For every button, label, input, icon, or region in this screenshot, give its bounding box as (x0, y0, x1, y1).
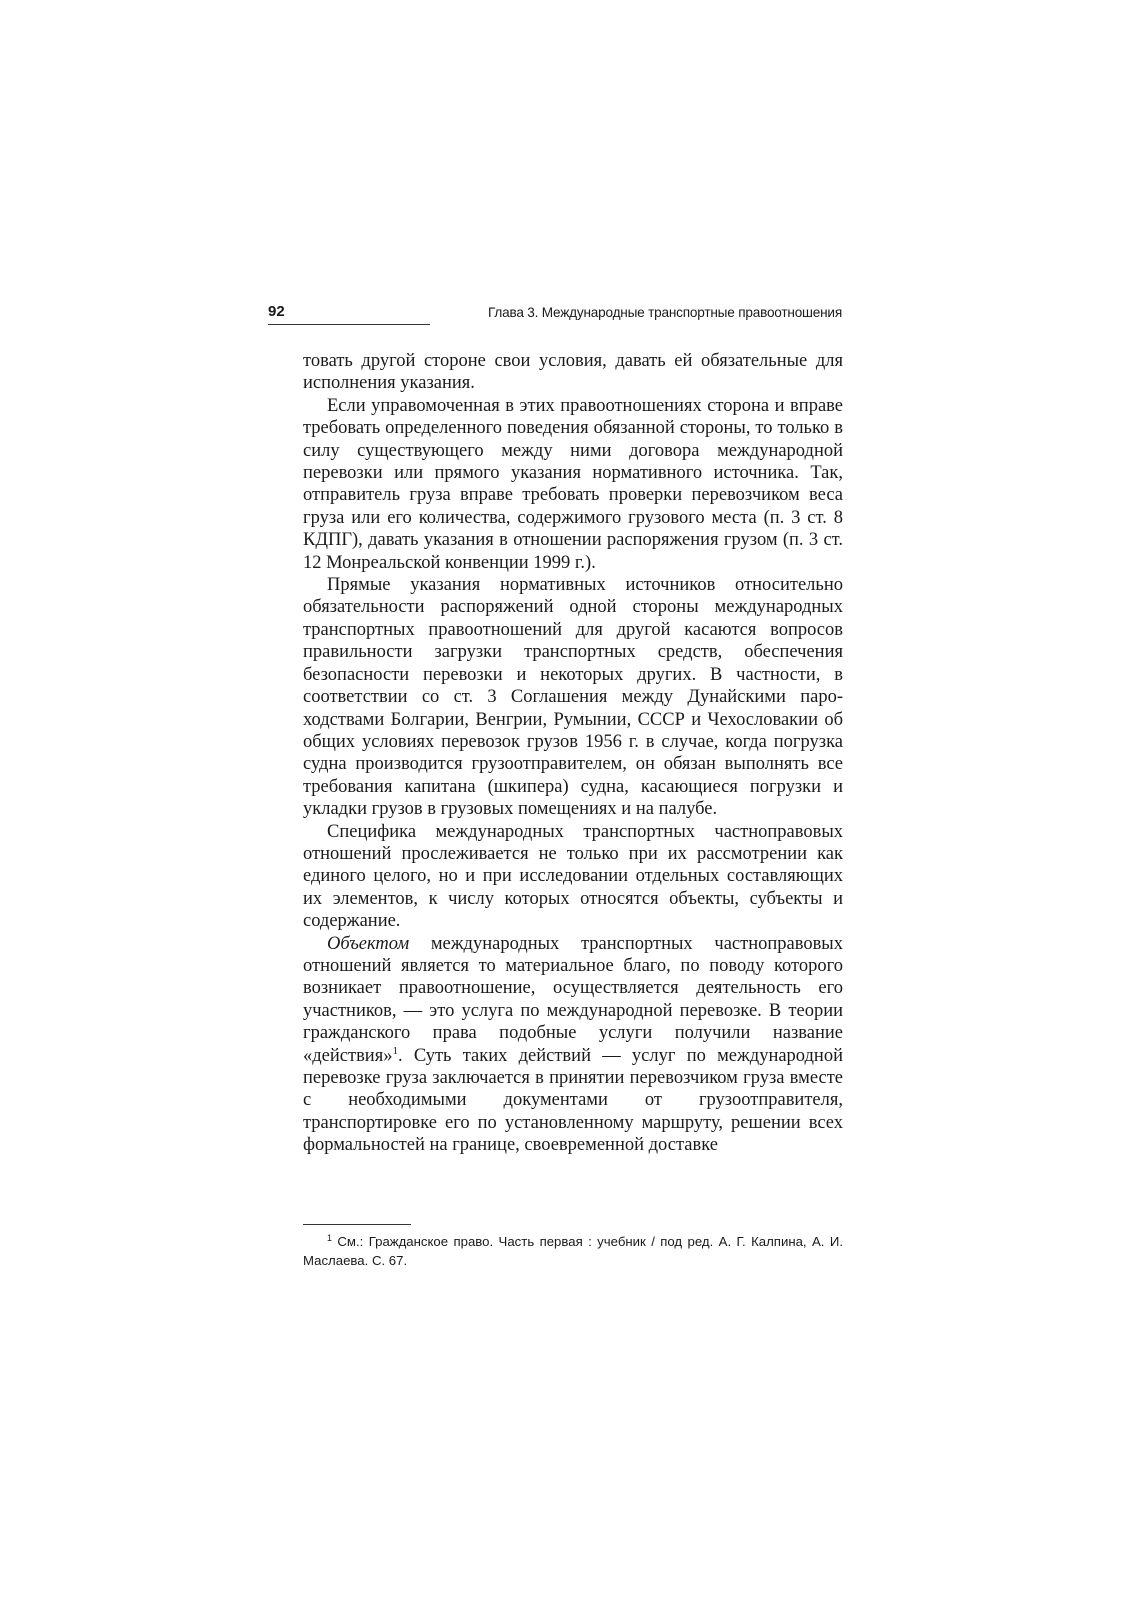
running-head (268, 303, 842, 327)
footnote-mark: 1 (327, 1233, 333, 1243)
body-text (303, 350, 843, 1157)
paragraph-5 (303, 933, 843, 1157)
chapter-title: Глава 3. Международные транспортные правоотношения (487, 305, 842, 320)
footnote-rule (303, 1224, 411, 1225)
header-rule (268, 324, 430, 325)
page-number: 92 (268, 303, 285, 320)
term-object: Объектом (327, 933, 410, 954)
footnote-text: См.: Гражданское право. Часть первая : учебник / под ред. А. Г. Калпина, А. И. Маслаева. С. 67. (303, 1234, 843, 1268)
footnote-reference: 1 (392, 1044, 398, 1057)
paragraph-4: Специфика международных транспортных частноправовых отношений прослеживается не только при их рассмотрении как единого целого, но и при исследовании отдельных составляющих их элементов, к числу которых относятся объекты, субъекты и содержание. (303, 821, 843, 932)
footnote (303, 1232, 843, 1270)
paragraph-1: товать другой стороне свои условия, давать ей обязательные для исполнения указания. (303, 351, 843, 394)
paragraph-3: Прямые указания нормативных источников относительно обязательности распоряжений одной стороны международных транспортных правоотношений для другой касаются вопросов правильности загрузки транспортных средств, обеспечения безопасности перевозки и некоторых других. В частности, в соответствии со ст. 3 Соглашения между Дунайскими пароходствами Болгарии, Венгрии, Румынии, СССР и Чехословакии об общих условиях перевозок грузов 1956 г. в случае, когда погрузка судна производится грузоотправителем, он обязан выполнять все требования капитана (шкипера) судна, касающиеся погрузки и укладки грузов в грузовых помещениях и на палубе. (303, 575, 843, 820)
paragraph-2: Если управомоченная в этих правоотношениях сторона и вправе требовать определенного поведения обязанной стороны, то только в силу существующего между ними договора международной перевозки или прямого указания нормативного источника. Так, отправитель груза вправе требовать проверки перевозчиком веса груза или его количества, содержимого грузового места (п. 3 ст. 8 КДПГ), давать указания в отношении распоряжения грузом (п. 3 ст. 12 Монреальской конвенции 1999 г.). (303, 395, 843, 573)
paragraph-5-part-1: международных транспортных частноправовых отношений является то материальное благо, по поводу которого возникает правоотношение, осуществляется деятельность его участников, — это услуга по международной перевозке. В теории гражданского права подобные услуги получили название «действия» (303, 933, 843, 1066)
paragraph-5-part-2: . Суть таких действий — услуг по международной перевозке груза заключается в принятии перевозчиком груза вместе с необходимыми документами от грузоотправителя, транспортировке его по установленному маршруту, решении всех формальностей на границе, своевременной доставке (303, 1045, 843, 1156)
